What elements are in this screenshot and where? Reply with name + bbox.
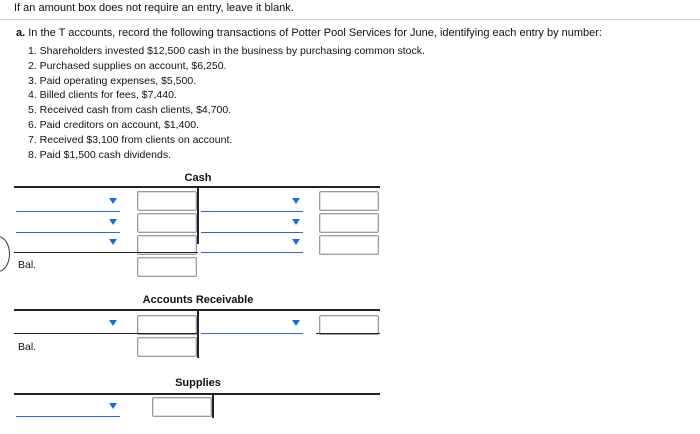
cash-debit-entry-select[interactable]	[16, 232, 120, 253]
transaction-item: 1. Shareholders invested $12,500 cash in the business by purchasing common stock.	[28, 45, 425, 57]
chevron-down-icon	[292, 239, 300, 245]
cash-credit-entry-select[interactable]	[201, 232, 303, 253]
divider	[0, 19, 700, 20]
transaction-item: 2. Purchased supplies on account, $6,250.	[28, 59, 227, 72]
transaction-item: 5. Received cash from cash clients, $4,700.	[28, 104, 232, 117]
chevron-down-icon	[109, 403, 117, 409]
transaction-list	[28, 44, 425, 162]
cash-balance-label: Bal.	[18, 259, 37, 271]
transaction-item: 4. Billed clients for fees, $7,440.	[28, 89, 177, 102]
cash-title: Cash	[184, 172, 212, 184]
cursor-circle-marker	[0, 236, 10, 272]
cash-credit-entry-select[interactable]	[201, 191, 303, 212]
transaction-item: 8. Paid $1,500 cash dividends.	[28, 148, 172, 161]
chevron-down-icon	[292, 198, 300, 204]
ar-balance-input[interactable]	[137, 337, 197, 357]
cash-credit-amount-input[interactable]	[319, 191, 379, 211]
supplies-t-divider	[212, 394, 214, 418]
supplies-debit-amount-input[interactable]	[152, 397, 212, 417]
transaction-item: 6. Paid creditors on account, $1,400.	[28, 118, 200, 131]
cash-debit-entry-select[interactable]	[16, 191, 120, 212]
ar-credit-entry-select[interactable]	[201, 313, 303, 334]
cash-balance-input[interactable]	[137, 257, 197, 277]
cash-debit-amount-input[interactable]	[137, 191, 197, 211]
accounts-receivable-title: Accounts Receivable	[142, 294, 254, 306]
transaction-item: 3. Paid operating expenses, $5,500.	[28, 74, 197, 87]
ar-debit-entry-select[interactable]	[16, 313, 120, 334]
supplies-debit-entry-select[interactable]	[16, 396, 120, 417]
cash-debit-amount-input[interactable]	[137, 213, 197, 233]
ar-credit-rule	[316, 333, 380, 334]
ar-debit-amount-input[interactable]	[137, 315, 197, 335]
ar-balance-label: Bal.	[18, 341, 37, 353]
cash-credit-amount-input[interactable]	[319, 213, 379, 233]
question-body: In the T accounts, record the following transactions of Potter Pool Services for June, identifying each entry by number:	[28, 27, 602, 39]
question-text	[16, 27, 602, 39]
supplies-t-top	[14, 393, 380, 395]
transaction-item: 7. Received $3,100 from clients on account.	[28, 133, 233, 146]
chevron-down-icon	[292, 320, 300, 326]
ar-credit-amount-input[interactable]	[319, 315, 379, 335]
ar-t-divider	[197, 310, 199, 358]
cash-balance-rule	[14, 252, 198, 253]
chevron-down-icon	[109, 320, 117, 326]
chevron-down-icon	[109, 239, 117, 245]
chevron-down-icon	[292, 219, 300, 225]
supplies-title: Supplies	[175, 377, 221, 389]
chevron-down-icon	[109, 219, 117, 225]
cash-credit-amount-input[interactable]	[319, 235, 379, 255]
instruction-text: If an amount box does not require an entry, leave it blank.	[14, 2, 294, 14]
cash-t-divider	[197, 187, 199, 244]
chevron-down-icon	[109, 198, 117, 204]
cash-credit-entry-select[interactable]	[201, 212, 303, 233]
ar-balance-rule	[14, 333, 198, 334]
cash-debit-entry-select[interactable]	[16, 212, 120, 233]
question-part: a.	[16, 27, 26, 39]
